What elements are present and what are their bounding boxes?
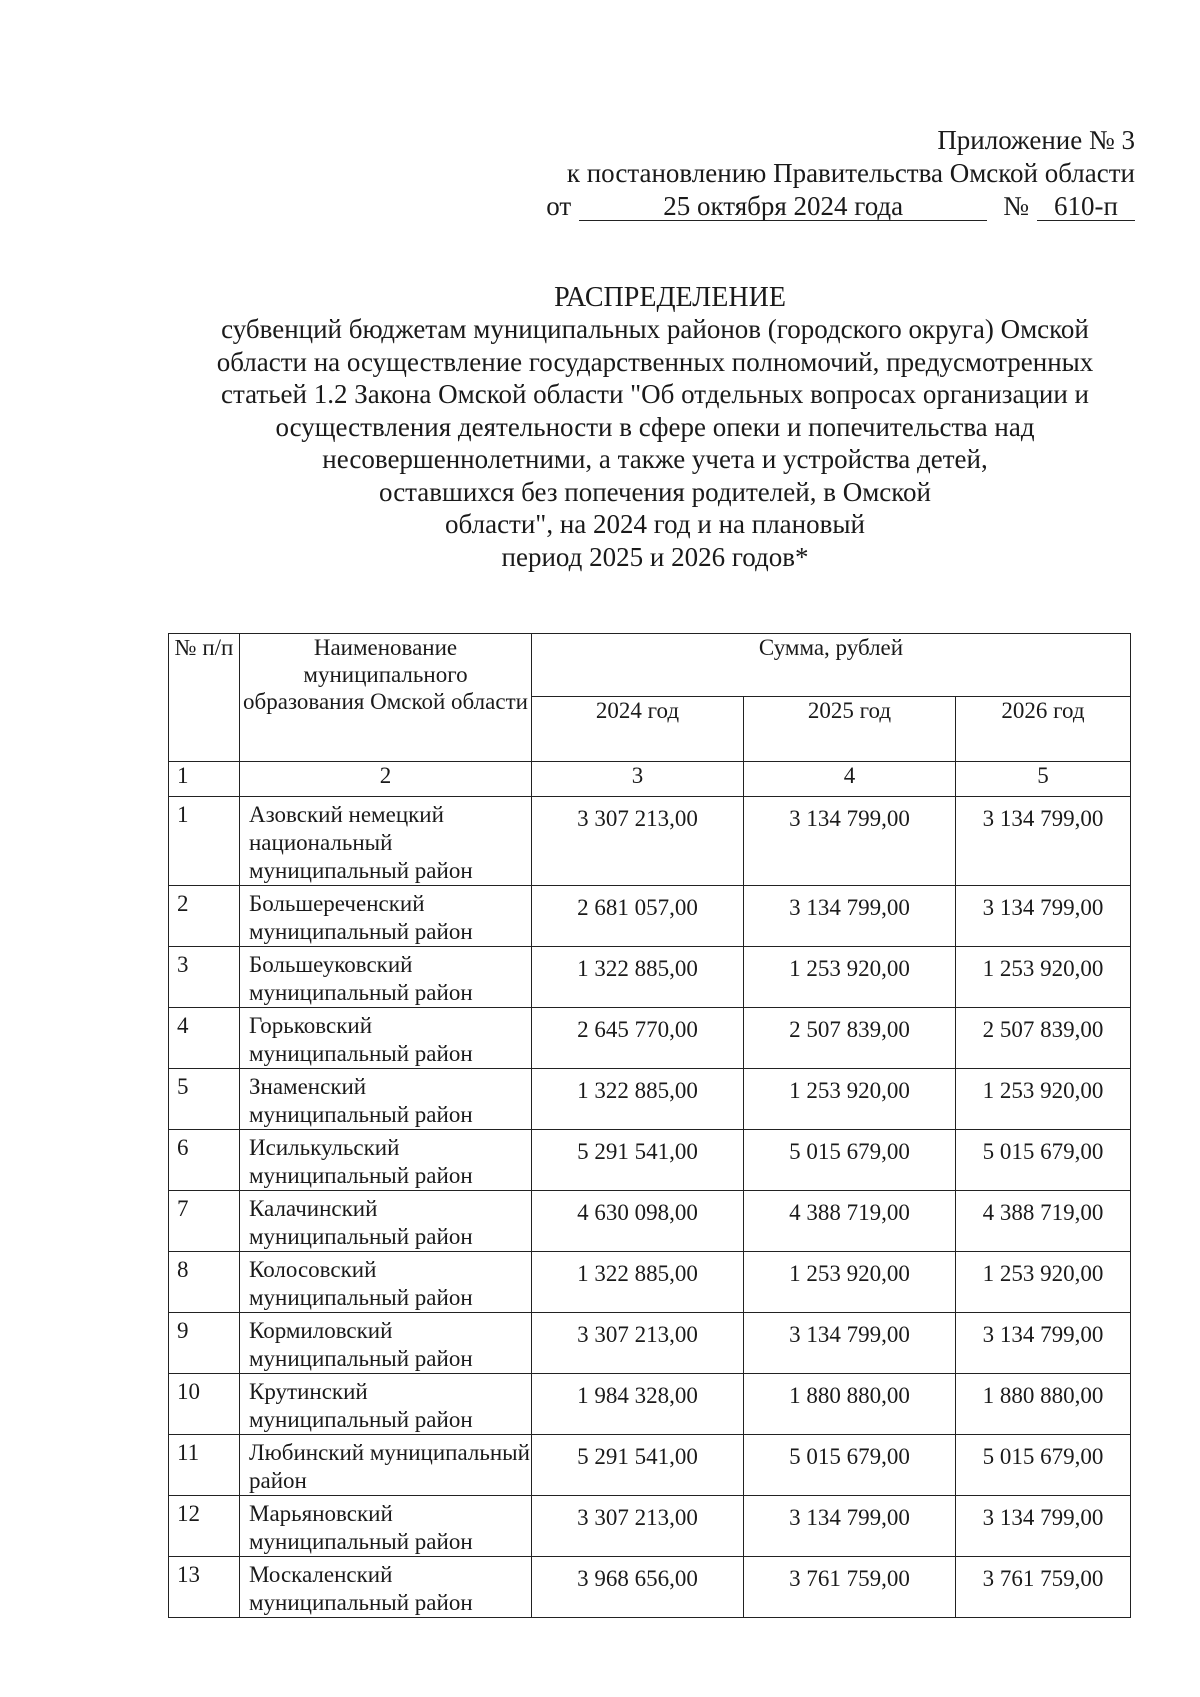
subtitle-line: статьей 1.2 Закона Омской области "Об отдельных вопросах организации и xyxy=(221,379,1089,409)
municipality-name: Азовский немецкий национальный муниципальный район xyxy=(240,797,532,886)
row-number: 10 xyxy=(169,1374,240,1435)
amount-2025: 3 134 799,00 xyxy=(744,1313,956,1374)
header-year-2024: 2024 год xyxy=(532,697,744,762)
table-row xyxy=(169,1191,1131,1252)
amount-2026: 2 507 839,00 xyxy=(956,1008,1131,1069)
table-row xyxy=(169,886,1131,947)
table-row xyxy=(169,1069,1131,1130)
amount-2026: 3 761 759,00 xyxy=(956,1557,1131,1618)
table-row xyxy=(169,1252,1131,1313)
index-cell: 5 xyxy=(956,762,1131,797)
subtitle-line: несовершеннолетними, а также учета и устройства детей, xyxy=(322,444,988,474)
appendix-date-line xyxy=(495,190,1135,223)
table-row xyxy=(169,797,1131,886)
header-sum: Сумма, рублей xyxy=(532,634,1131,697)
number-label: № xyxy=(1003,191,1029,221)
amount-2026: 1 253 920,00 xyxy=(956,1252,1131,1313)
index-cell: 3 xyxy=(532,762,744,797)
appendix-decree: к постановлению Правительства Омской области xyxy=(566,158,1135,188)
amount-2024: 3 307 213,00 xyxy=(532,1313,744,1374)
amount-2025: 5 015 679,00 xyxy=(744,1130,956,1191)
amount-2024: 1 984 328,00 xyxy=(532,1374,744,1435)
municipality-name: Любинский муниципальный район xyxy=(240,1435,532,1496)
table-row xyxy=(169,1008,1131,1069)
decree-date: 25 октября 2024 года xyxy=(579,192,987,221)
table-body xyxy=(169,762,1131,1618)
row-number: 5 xyxy=(169,1069,240,1130)
municipality-name: Крутинский муниципальный район xyxy=(240,1374,532,1435)
table-row xyxy=(169,1557,1131,1618)
table-row xyxy=(169,947,1131,1008)
table-header xyxy=(169,634,1131,762)
amount-2025: 2 507 839,00 xyxy=(744,1008,956,1069)
amount-2024: 1 322 885,00 xyxy=(532,1069,744,1130)
amount-2024: 2 645 770,00 xyxy=(532,1008,744,1069)
table-row xyxy=(169,1374,1131,1435)
distribution-table xyxy=(168,633,1131,1618)
row-number: 11 xyxy=(169,1435,240,1496)
municipality-name: Калачинский муниципальный район xyxy=(240,1191,532,1252)
amount-2025: 3 134 799,00 xyxy=(744,1496,956,1557)
table-row xyxy=(169,1130,1131,1191)
subtitle-line: оставшихся без попечения родителей, в Омской xyxy=(379,476,931,507)
amount-2026: 4 388 719,00 xyxy=(956,1191,1131,1252)
decree-number: 610-п xyxy=(1037,192,1135,221)
row-number: 6 xyxy=(169,1130,240,1191)
index-cell: 1 xyxy=(169,762,240,797)
subtitle-line: осуществления деятельности в сфере опеки и попечительства над xyxy=(275,411,1035,442)
index-cell: 2 xyxy=(240,762,532,797)
amount-2025: 1 253 920,00 xyxy=(744,1069,956,1130)
amount-2026: 3 134 799,00 xyxy=(956,797,1131,886)
amount-2025: 1 253 920,00 xyxy=(744,1252,956,1313)
header-year-2025: 2025 год xyxy=(744,697,956,762)
amount-2024: 3 307 213,00 xyxy=(532,1496,744,1557)
subtitle-line: области", на 2024 год и на плановый xyxy=(445,509,865,539)
amount-2024: 3 968 656,00 xyxy=(532,1557,744,1618)
amount-2024: 1 322 885,00 xyxy=(532,947,744,1008)
municipality-name: Москаленский муниципальный район xyxy=(240,1557,532,1618)
amount-2025: 3 761 759,00 xyxy=(744,1557,956,1618)
document-title: РАСПРЕДЕЛЕНИЕ xyxy=(554,282,786,313)
header-name: Наименование муниципального образования Омской области xyxy=(240,634,532,762)
municipality-name: Кормиловский муниципальный район xyxy=(240,1313,532,1374)
appendix-title: Приложение № 3 xyxy=(937,125,1135,155)
subtitle-line: области на осуществление государственных полномочий, предусмотренных xyxy=(216,346,1094,377)
amount-2026: 5 015 679,00 xyxy=(956,1435,1131,1496)
amount-2024: 5 291 541,00 xyxy=(532,1130,744,1191)
amount-2024: 2 681 057,00 xyxy=(532,886,744,947)
amount-2026: 5 015 679,00 xyxy=(956,1130,1131,1191)
amount-2025: 4 388 719,00 xyxy=(744,1191,956,1252)
municipality-name: Знаменский муниципальный район xyxy=(240,1069,532,1130)
amount-2024: 1 322 885,00 xyxy=(532,1252,744,1313)
row-number: 7 xyxy=(169,1191,240,1252)
amount-2025: 1 253 920,00 xyxy=(744,947,956,1008)
row-number: 8 xyxy=(169,1252,240,1313)
appendix-header xyxy=(495,124,1135,223)
row-number: 3 xyxy=(169,947,240,1008)
subtitle-line: субвенций бюджетам муниципальных районов (городского округа) Омской xyxy=(221,314,1089,344)
amount-2026: 1 880 880,00 xyxy=(956,1374,1131,1435)
subtitle-line: период 2025 и 2026 годов* xyxy=(501,541,809,572)
municipality-name: Колосовский муниципальный район xyxy=(240,1252,532,1313)
row-number: 2 xyxy=(169,886,240,947)
row-number: 12 xyxy=(169,1496,240,1557)
amount-2024: 4 630 098,00 xyxy=(532,1191,744,1252)
from-label: от xyxy=(546,191,572,221)
amount-2025: 3 134 799,00 xyxy=(744,797,956,886)
municipality-name: Исилькульский муниципальный район xyxy=(240,1130,532,1191)
document-subtitle xyxy=(180,313,1130,573)
amount-2024: 5 291 541,00 xyxy=(532,1435,744,1496)
amount-2025: 5 015 679,00 xyxy=(744,1435,956,1496)
amount-2026: 1 253 920,00 xyxy=(956,947,1131,1008)
municipality-name: Большеуковский муниципальный район xyxy=(240,947,532,1008)
amount-2026: 3 134 799,00 xyxy=(956,1496,1131,1557)
municipality-name: Марьяновский муниципальный район xyxy=(240,1496,532,1557)
amount-2025: 1 880 880,00 xyxy=(744,1374,956,1435)
header-year-2026: 2026 год xyxy=(956,697,1131,762)
amount-2025: 3 134 799,00 xyxy=(744,886,956,947)
index-cell: 4 xyxy=(744,762,956,797)
table-row xyxy=(169,1496,1131,1557)
municipality-name: Горьковский муниципальный район xyxy=(240,1008,532,1069)
amount-2024: 3 307 213,00 xyxy=(532,797,744,886)
amount-2026: 3 134 799,00 xyxy=(956,886,1131,947)
row-number: 9 xyxy=(169,1313,240,1374)
amount-2026: 3 134 799,00 xyxy=(956,1313,1131,1374)
municipality-name: Большереченский муниципальный район xyxy=(240,886,532,947)
header-num: № п/п xyxy=(169,634,240,762)
row-number: 13 xyxy=(169,1557,240,1618)
column-index-row xyxy=(169,762,1131,797)
amount-2026: 1 253 920,00 xyxy=(956,1069,1131,1130)
row-number: 4 xyxy=(169,1008,240,1069)
row-number: 1 xyxy=(169,797,240,886)
table-row xyxy=(169,1435,1131,1496)
table-row xyxy=(169,1313,1131,1374)
